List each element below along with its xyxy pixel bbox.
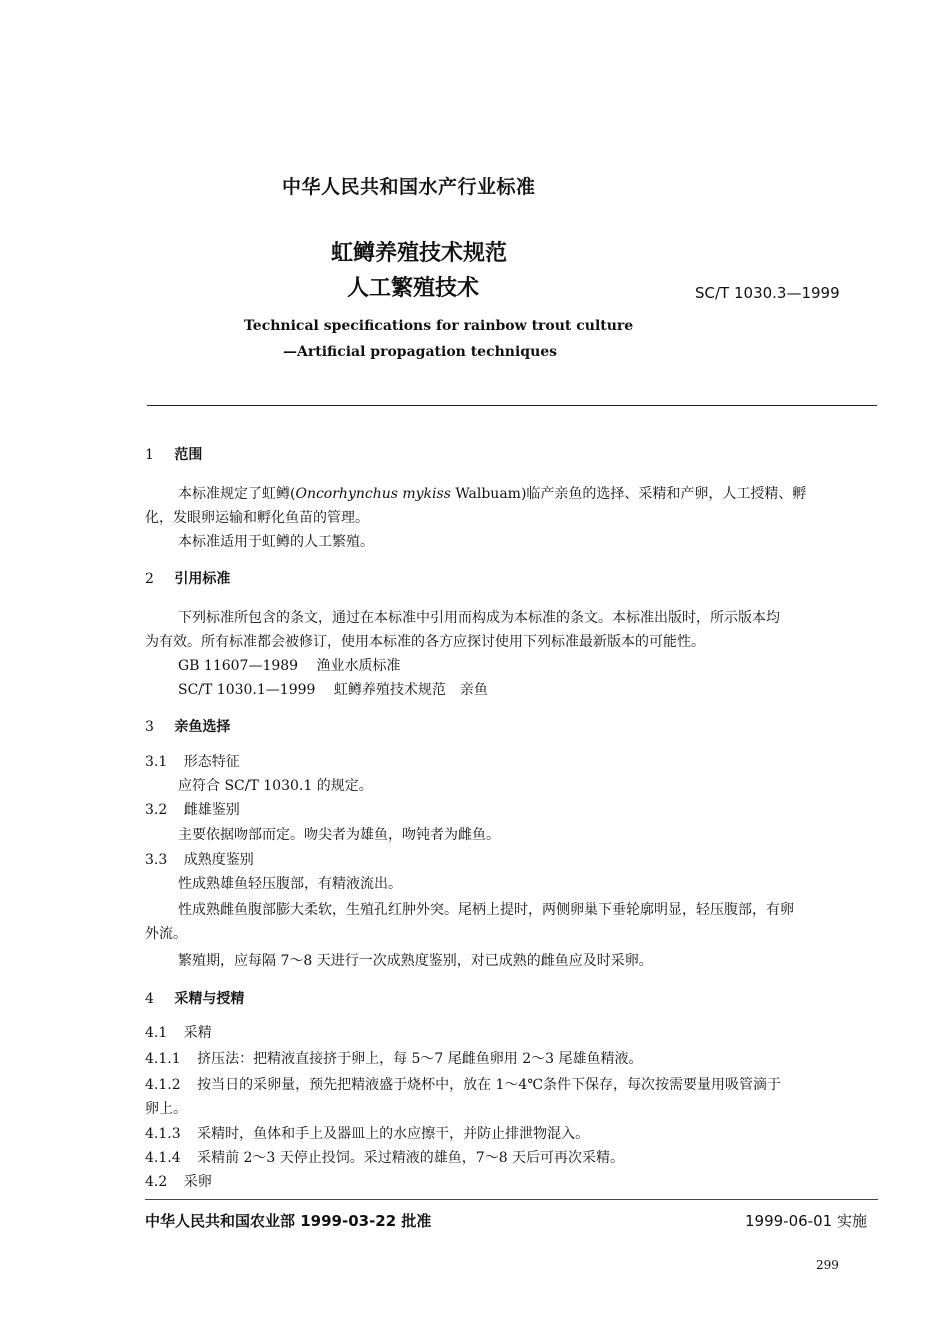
subsection-3-3-paragraph-1: 性成熟雄鱼轻压腹部，有精液流出。 [178,876,402,892]
section-number: 1 [145,447,154,463]
footer-divider [145,1199,878,1200]
subsection-number: 4.1 [145,1025,168,1041]
text-run: Walbuam)临产亲鱼的选择、采精和产卵，人工授精、孵 [450,486,807,502]
reference-1 [178,656,401,676]
subsection-3-2-text: 主要依据吻部而定。吻尖者为雄鱼，吻钝者为雌鱼。 [178,827,500,843]
subsection-title: 雌雄鉴别 [183,802,240,818]
section-1-paragraph-1-cont: 化，发眼卵运输和孵化鱼苗的管理。 [145,510,369,526]
subsection-3-3-paragraph-2: 性成熟雌鱼腹部膨大柔软，生殖孔红肿外突。尾柄上提时，两侧卵巢下垂轮廓明显，轻压腹部，有卵 [178,902,794,918]
subsection-title: 形态特征 [183,754,240,770]
section-2-heading [145,568,230,588]
section-2-paragraph-1: 下列标准所包含的条文，通过在本标准中引用而构成为本标准的条文。本标准出版时，所示版本均 [178,610,780,626]
doc-title-line1: 虹鳟养殖技术规范 [331,241,508,266]
subsection-3-3-paragraph-3: 繁殖期，应每隔 7～8 天进行一次成熟度鉴别，对已成熟的雌鱼应及时采卵。 [178,953,653,969]
effective-date: 1999-06-01 实施 [745,1212,867,1230]
doc-title-line2: 人工繁殖技术 [347,276,480,301]
english-title-line2: —Artificial propagation techniques [283,344,558,360]
subsection-number: 3.2 [145,802,168,818]
clause-4-1-1 [145,1049,643,1069]
clause-number: 4.1.1 [145,1051,181,1067]
reference-2 [178,680,488,700]
section-number: 4 [145,991,154,1007]
clause-text: 按当日的采卵量，预先把精液盛于烧杯中，放在 1～4℃条件下保存，每次按需要量用吸管滴于 [197,1077,782,1093]
subsection-number: 3.1 [145,754,168,770]
approval-line: 中华人民共和国农业部 1999-03-22 批准 [145,1212,432,1230]
reference-code: GB 11607—1989 [178,658,299,674]
standard-number: SC/T 1030.3—1999 [695,284,840,302]
clause-text: 挤压法：把精液直接挤于卵上，每 5～7 尾雌鱼卵用 2～3 尾雄鱼精液。 [197,1051,643,1067]
section-number: 3 [145,719,154,735]
subsection-4-1-heading [145,1023,212,1043]
page-number: 299 [816,1258,839,1272]
subsection-title: 采精 [183,1025,212,1041]
subsection-number: 3.3 [145,852,168,868]
subsection-3-3-heading [145,850,254,870]
reference-title: 虹鳟养殖技术规范 亲鱼 [333,682,488,698]
section-title: 采精与授精 [174,991,245,1007]
section-1-paragraph-2: 本标准适用于虹鳟的人工繁殖。 [178,534,374,550]
subsection-3-3-paragraph-2-cont: 外流。 [145,926,187,942]
section-title: 亲鱼选择 [174,719,231,735]
subsection-3-1-heading [145,752,240,772]
subsection-3-1-text: 应符合 SC/T 1030.1 的规定。 [178,778,373,794]
subsection-number: 4.2 [145,1174,168,1190]
subsection-3-2-heading [145,800,240,820]
english-title-line1: Technical specifications for rainbow trout culture [244,318,634,334]
section-3-heading [145,716,230,736]
clause-number: 4.1.2 [145,1077,181,1093]
species-name: Oncorhynchus mykiss [295,486,451,502]
clause-4-1-3 [145,1124,589,1144]
reference-code: SC/T 1030.1—1999 [178,682,316,698]
clause-number: 4.1.3 [145,1126,181,1142]
subsection-title: 采卵 [183,1174,212,1190]
section-4-heading [145,988,244,1008]
reference-title: 渔业水质标准 [316,658,401,674]
clause-4-1-4 [145,1148,624,1168]
section-1-heading [145,444,202,464]
clause-4-1-2 [145,1075,781,1095]
agency-title: 中华人民共和国水产行业标准 [282,176,536,198]
clause-text: 采精时，鱼体和手上及器皿上的水应擦干，并防止排泄物混入。 [197,1126,590,1142]
section-title: 引用标准 [174,571,231,587]
subsection-4-2-heading [145,1172,212,1192]
section-title: 范围 [174,447,203,463]
section-number: 2 [145,571,154,587]
clause-number: 4.1.4 [145,1150,181,1166]
clause-4-1-2-cont: 卵上。 [145,1101,187,1117]
section-2-paragraph-1-cont: 为有效。所有标准都会被修订，使用本标准的各方应探讨使用下列标准最新版本的可能性。 [145,634,705,650]
subsection-title: 成熟度鉴别 [183,852,254,868]
section-1-paragraph-1 [178,484,878,504]
header-divider [147,405,877,406]
text-run: 本标准规定了虹鳟( [178,486,296,502]
clause-text: 采精前 2～3 天停止投饲。采过精液的雄鱼，7～8 天后可再次采精。 [197,1150,625,1166]
